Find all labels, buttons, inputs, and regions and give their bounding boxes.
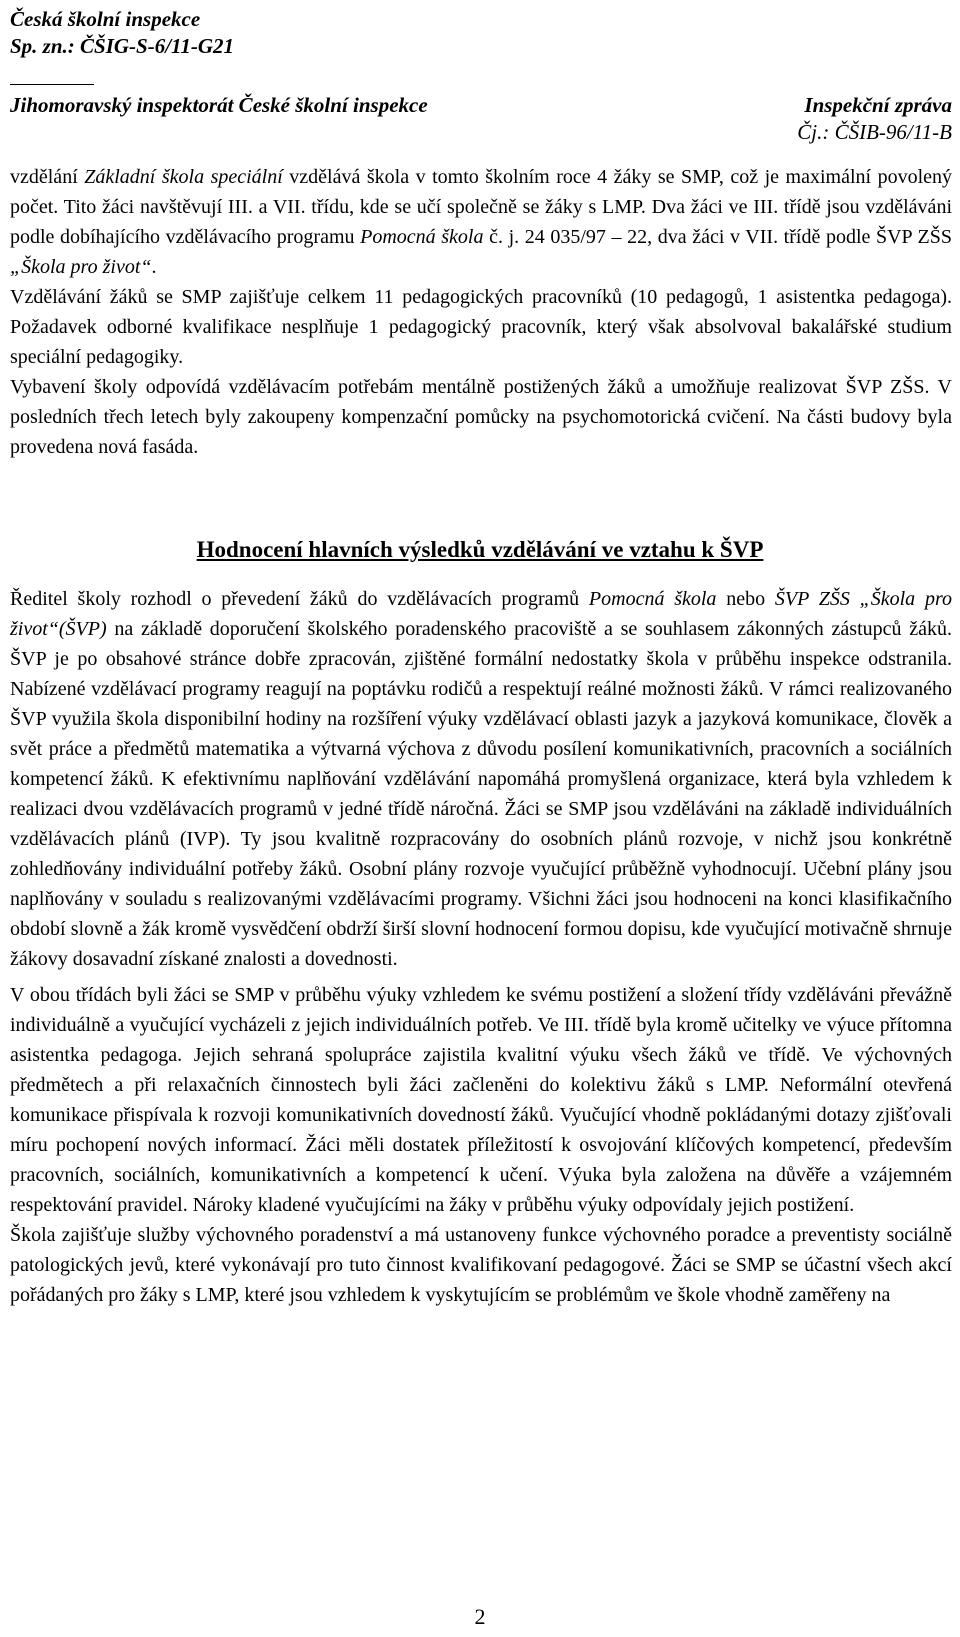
section-paragraph-2: V obou třídách byli žáci se SMP v průběhu výuky vzhledem ke svému postižení a složení třídy vzděláváni převážně individuálně a vyučující vycházeli z jejich individuálních potřeb. Ve III. třídě byla kromě učitelky ve výuce přítomna asistentka pedagoga. Jejich sehraná spolupráce zajistila kvalitní výuku všech žáků ve třídě. Ve výchovných předmětech a při relaxačních činnostech byli žáci začleněni do kolektivu žáků s LMP. Neformální otevřená komunikace přispívala k rozvoji komunikativních dovedností žáků. Vyučující vhodně pokládanými dotazy zjišťovali míru pochopení nových informací. Žáci měli dostatek příležitostí k osvojování klíčových kompetencí, především pracovních, sociálních, komunikativních a kompetencí k učení. Výuka byla založena na důvěře a vzájemném respektování pravidel. Nároky kladené vyučujícími na žáky v průběhu výuky odpovídaly jejich postižení. [10,984,952,1216]
intro-program-name: Pomocná škola [360,226,484,248]
header-report-type: Inspekční zpráva [804,93,952,117]
header-row [10,92,952,119]
header-cj: Čj.: ČŠIB-96/11-B [797,120,952,144]
intro-text: vzdělává škola v tomto školním roce 4 žáky se SMP, což je maximální povolený počet. Tito žáci navštěvují III. a VII. třídu, kde se učí společně se žáky s LMP. Dva žáci ve III. třídě jsou vzděláváni podle dobíhajícího vzdělávacího programu [10,166,952,248]
intro-program-name: Základní škola speciální [84,166,283,188]
intro-text: vzdělání [10,166,85,188]
section-paragraph-1 [10,584,952,974]
intro-text: . [151,256,157,278]
page-number: 2 [474,1604,486,1629]
intro-text: č. j. 24 035/97 – 22, dva žáci v VII. třídě podle ŠVP ZŠS [483,226,953,248]
section-text: na základě doporučení školského poradenského pracoviště a se souhlasem zákonných zástupců žáků. ŠVP je po obsahové stránce dobře zpracován, zjištěné formální nedostatky škola v průběhu inspekce odstranila. Nabízené vzdělávací programy reagují na poptávku rodičů a respektují reálné možnosti žáků. V rámci realizovaného ŠVP využila škola disponibilní hodiny na rozšíření výuky vzdělávací oblasti jazyk a jazyková komunikace, člověk a svět práce a předmětů matematika a výtvarná výchova z důvodu posílení komunikativních, pracovních a sociálních kompetencí žáků. K efektivnímu naplňování vzdělávání napomáhá promyšlená organizace, která byla vzhledem k realizaci dvou vzdělávacích programů v jedné třídě náročná. Žáci se SMP jsou vzděláváni na základě individuálních vzdělávacích plánů (IVP). Ty jsou kvalitně rozpracovány do osobních plánů rozvoje, v nichž jsou konkrétně zohledňovány individuální potřeby žáků. Osobní plány rozvoje vyučující průběžně vyhodnocují. Učební plány jsou naplňovány v souladu s realizovanými vzdělávacími programy. Všichni žáci jsou hodnoceni na konci klasifikačního období slovně a žák kromě vysvědčení obdrží širší slovní hodnocení formou dopisu, kde vyučující motivačně shrnuje žákovy dosavadní získané znalosti a dovednosti. [10,618,952,970]
section-program-name: Pomocná škola [588,588,717,610]
header-rule [10,84,94,85]
header-ref: Sp. zn.: ČŠIG-S-6/11-G21 [10,34,235,58]
header-inspectorate: Jihomoravský inspektorát České školní inspekce [10,93,428,117]
section-text: nebo [716,588,775,610]
header-left [10,6,234,60]
section-heading: Hodnocení hlavních výsledků vzdělávání ve vztahu k ŠVP [196,537,764,562]
intro-section [10,162,952,462]
evaluation-section [10,584,952,1310]
intro-paragraph-1 [10,162,952,282]
intro-program-name: „Škola pro život“ [10,256,152,278]
intro-paragraph-3: Vybavení školy odpovídá vzdělávacím potřebám mentálně postižených žáků a umožňuje realizovat ŠVP ZŠS. V posledních třech letech byly zakoupeny kompenzační pomůcky na psychomotorická cvičení. Na části budovy byla provedena nová fasáda. [10,376,952,458]
section-text: Ředitel školy rozhodl o převedení žáků do vzdělávacích programů [10,588,589,610]
section-paragraph-3: Škola zajišťuje služby výchovného poradenství a má ustanoveny funkce výchovného poradce a preventisty sociálně patologických jevů, které vykonávají pro tuto činnost kvalifikovaní pedagogové. Žáci se SMP se účastní všech akcí pořádaných pro žáky s LMP, které jsou vzhledem k vyskytujícím se problémům ve škole vhodně zaměřeny na [10,1224,952,1306]
section-program-name: ŠVP ZŠS „Škola pro život“(ŠVP) [10,588,952,640]
intro-paragraph-2: Vzdělávání žáků se SMP zajišťuje celkem 11 pedagogických pracovníků (10 pedagogů, 1 asistentka pedagoga). Požadavek odborné kvalifikace nesplňuje 1 pedagogický pracovník, který však absolvoval bakalářské studium speciální pedagogiky. [10,286,952,368]
header-org: Česká školní inspekce [10,7,201,31]
